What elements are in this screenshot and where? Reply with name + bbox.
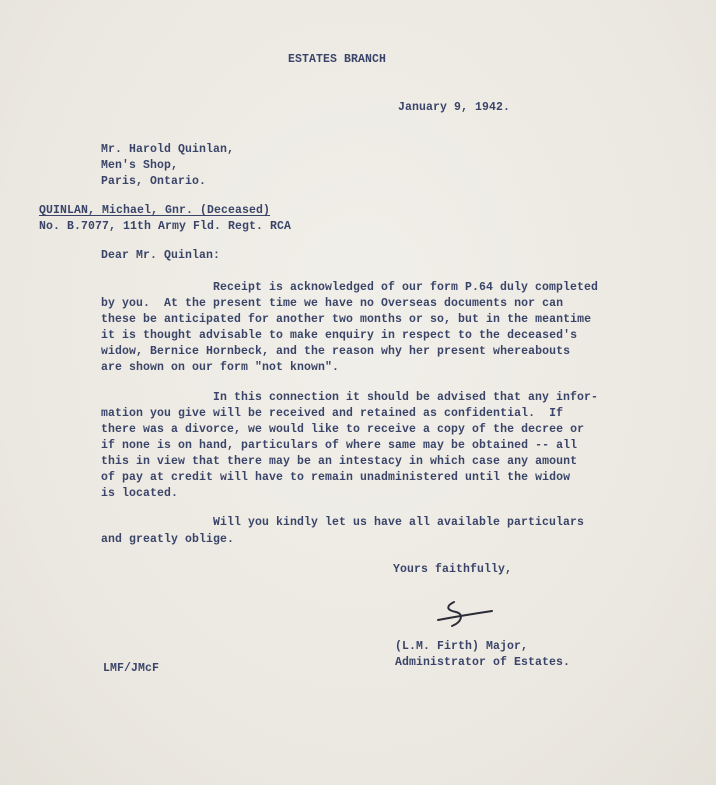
letter-heading: ESTATES BRANCH [288, 53, 387, 66]
paragraph-2-line: of pay at credit will have to remain unadministered until the widow [101, 471, 571, 484]
paragraph-1-line: it is thought advisable to make enquiry in respect to the deceased's [101, 329, 578, 342]
reference-line-1: QUINLAN, Michael, Gnr. (Deceased) [39, 204, 271, 217]
signature-line-2: Administrator of Estates. [395, 656, 571, 669]
reference-initials: LMF/JMcF [103, 662, 160, 675]
reference-line-2: No. B.7077, 11th Army Fld. Regt. RCA [39, 220, 292, 233]
paragraph-1-line: these be anticipated for another two months or so, but in the meantime [101, 313, 592, 326]
signature-line-1: (L.M. Firth) Major, [395, 640, 529, 653]
paragraph-3-line: Will you kindly let us have all available particulars [213, 516, 585, 529]
paragraph-2-line: if none is on hand, particulars of where same may be obtained -- all [101, 439, 578, 452]
paragraph-2-line: mation you give will be received and retained as confidential. If [101, 407, 564, 420]
paragraph-1-line: by you. At the present time we have no Overseas documents nor can [101, 297, 564, 310]
paragraph-1-line: Receipt is acknowledged of our form P.64 duly completed [213, 281, 599, 294]
paragraph-1-line: are shown on our form "not known". [101, 361, 340, 374]
recipient-business: Men's Shop, [101, 159, 179, 172]
paragraph-2-line: this in view that there may be an intestacy in which case any amount [101, 455, 578, 468]
recipient-name: Mr. Harold Quinlan, [101, 143, 235, 156]
handwritten-signature [432, 596, 496, 632]
salutation: Dear Mr. Quinlan: [101, 249, 221, 262]
letter-date: January 9, 1942. [398, 101, 511, 114]
paragraph-2-line: In this connection it should be advised that any infor- [213, 391, 599, 404]
recipient-city: Paris, Ontario. [101, 175, 207, 188]
paragraph-2-line: is located. [101, 487, 179, 500]
paragraph-2-line: there was a divorce, we would like to receive a copy of the decree or [101, 423, 585, 436]
closing: Yours faithfully, [393, 563, 513, 576]
paragraph-3-line: and greatly oblige. [101, 533, 235, 546]
paragraph-1-line: widow, Bernice Hornbeck, and the reason why her present whereabouts [101, 345, 571, 358]
